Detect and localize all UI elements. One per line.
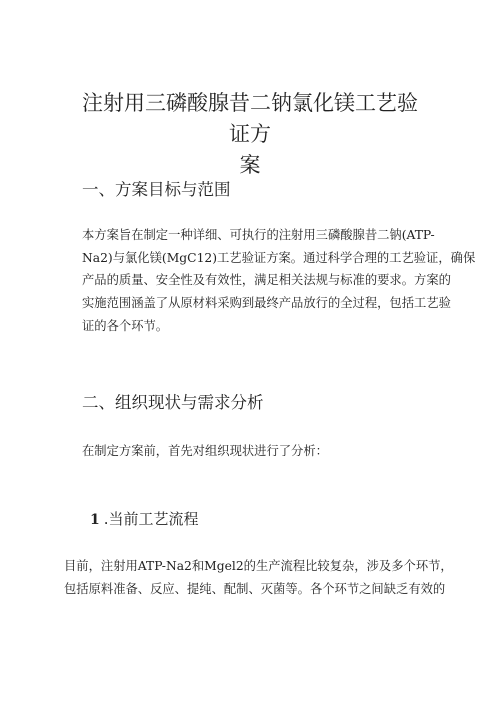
paragraph-line: 证的各个环节。 (82, 318, 169, 333)
subsection-1-heading (90, 508, 199, 529)
document-title-line-1: 注射用三磷酸腺昔二钠氯化镁工艺验证方 (82, 91, 418, 146)
paragraph-line: 目前，注射用ATP-Na2和Mgel2的生产流程比较复杂，涉及多个环节， (64, 559, 453, 573)
subsection-1-paragraph (64, 555, 453, 600)
paragraph-line: 本方案旨在制定一种详细、可执行的注射用三磷酸腺昔二钠(ATP- (82, 228, 435, 242)
paragraph-line: 包括原料准备、反应、提纯、配制、灭菌等。各个环节之间缺乏有效的 (64, 581, 446, 596)
section-2-heading: 二、组织现状与需求分析 (82, 393, 264, 412)
section-2-intro (82, 440, 422, 463)
paragraph-line: 在制定方案前，首先对组织现状进行了分析： (82, 444, 328, 458)
subsection-number: 1 (90, 512, 100, 528)
subsection-title: .当前工艺流程 (103, 510, 199, 528)
document-title (74, 88, 426, 181)
paragraph-line: Na2)与氯化镁(MgC12)工艺验证方案。通过科学合理的工艺验证，确保 (82, 250, 476, 265)
section-1-heading: 一、方案目标与范围 (82, 180, 231, 199)
document-title-line-2: 案 (239, 153, 261, 177)
paragraph-line: 实施范围涵盖了从原材料采购到最终产品放行的全过程，包括工艺验 (82, 296, 451, 311)
paragraph-line: 产品的质量、安全性及有效性，满足相关法规与标准的要求。方案的 (82, 273, 451, 288)
section-1-paragraph (82, 224, 476, 338)
